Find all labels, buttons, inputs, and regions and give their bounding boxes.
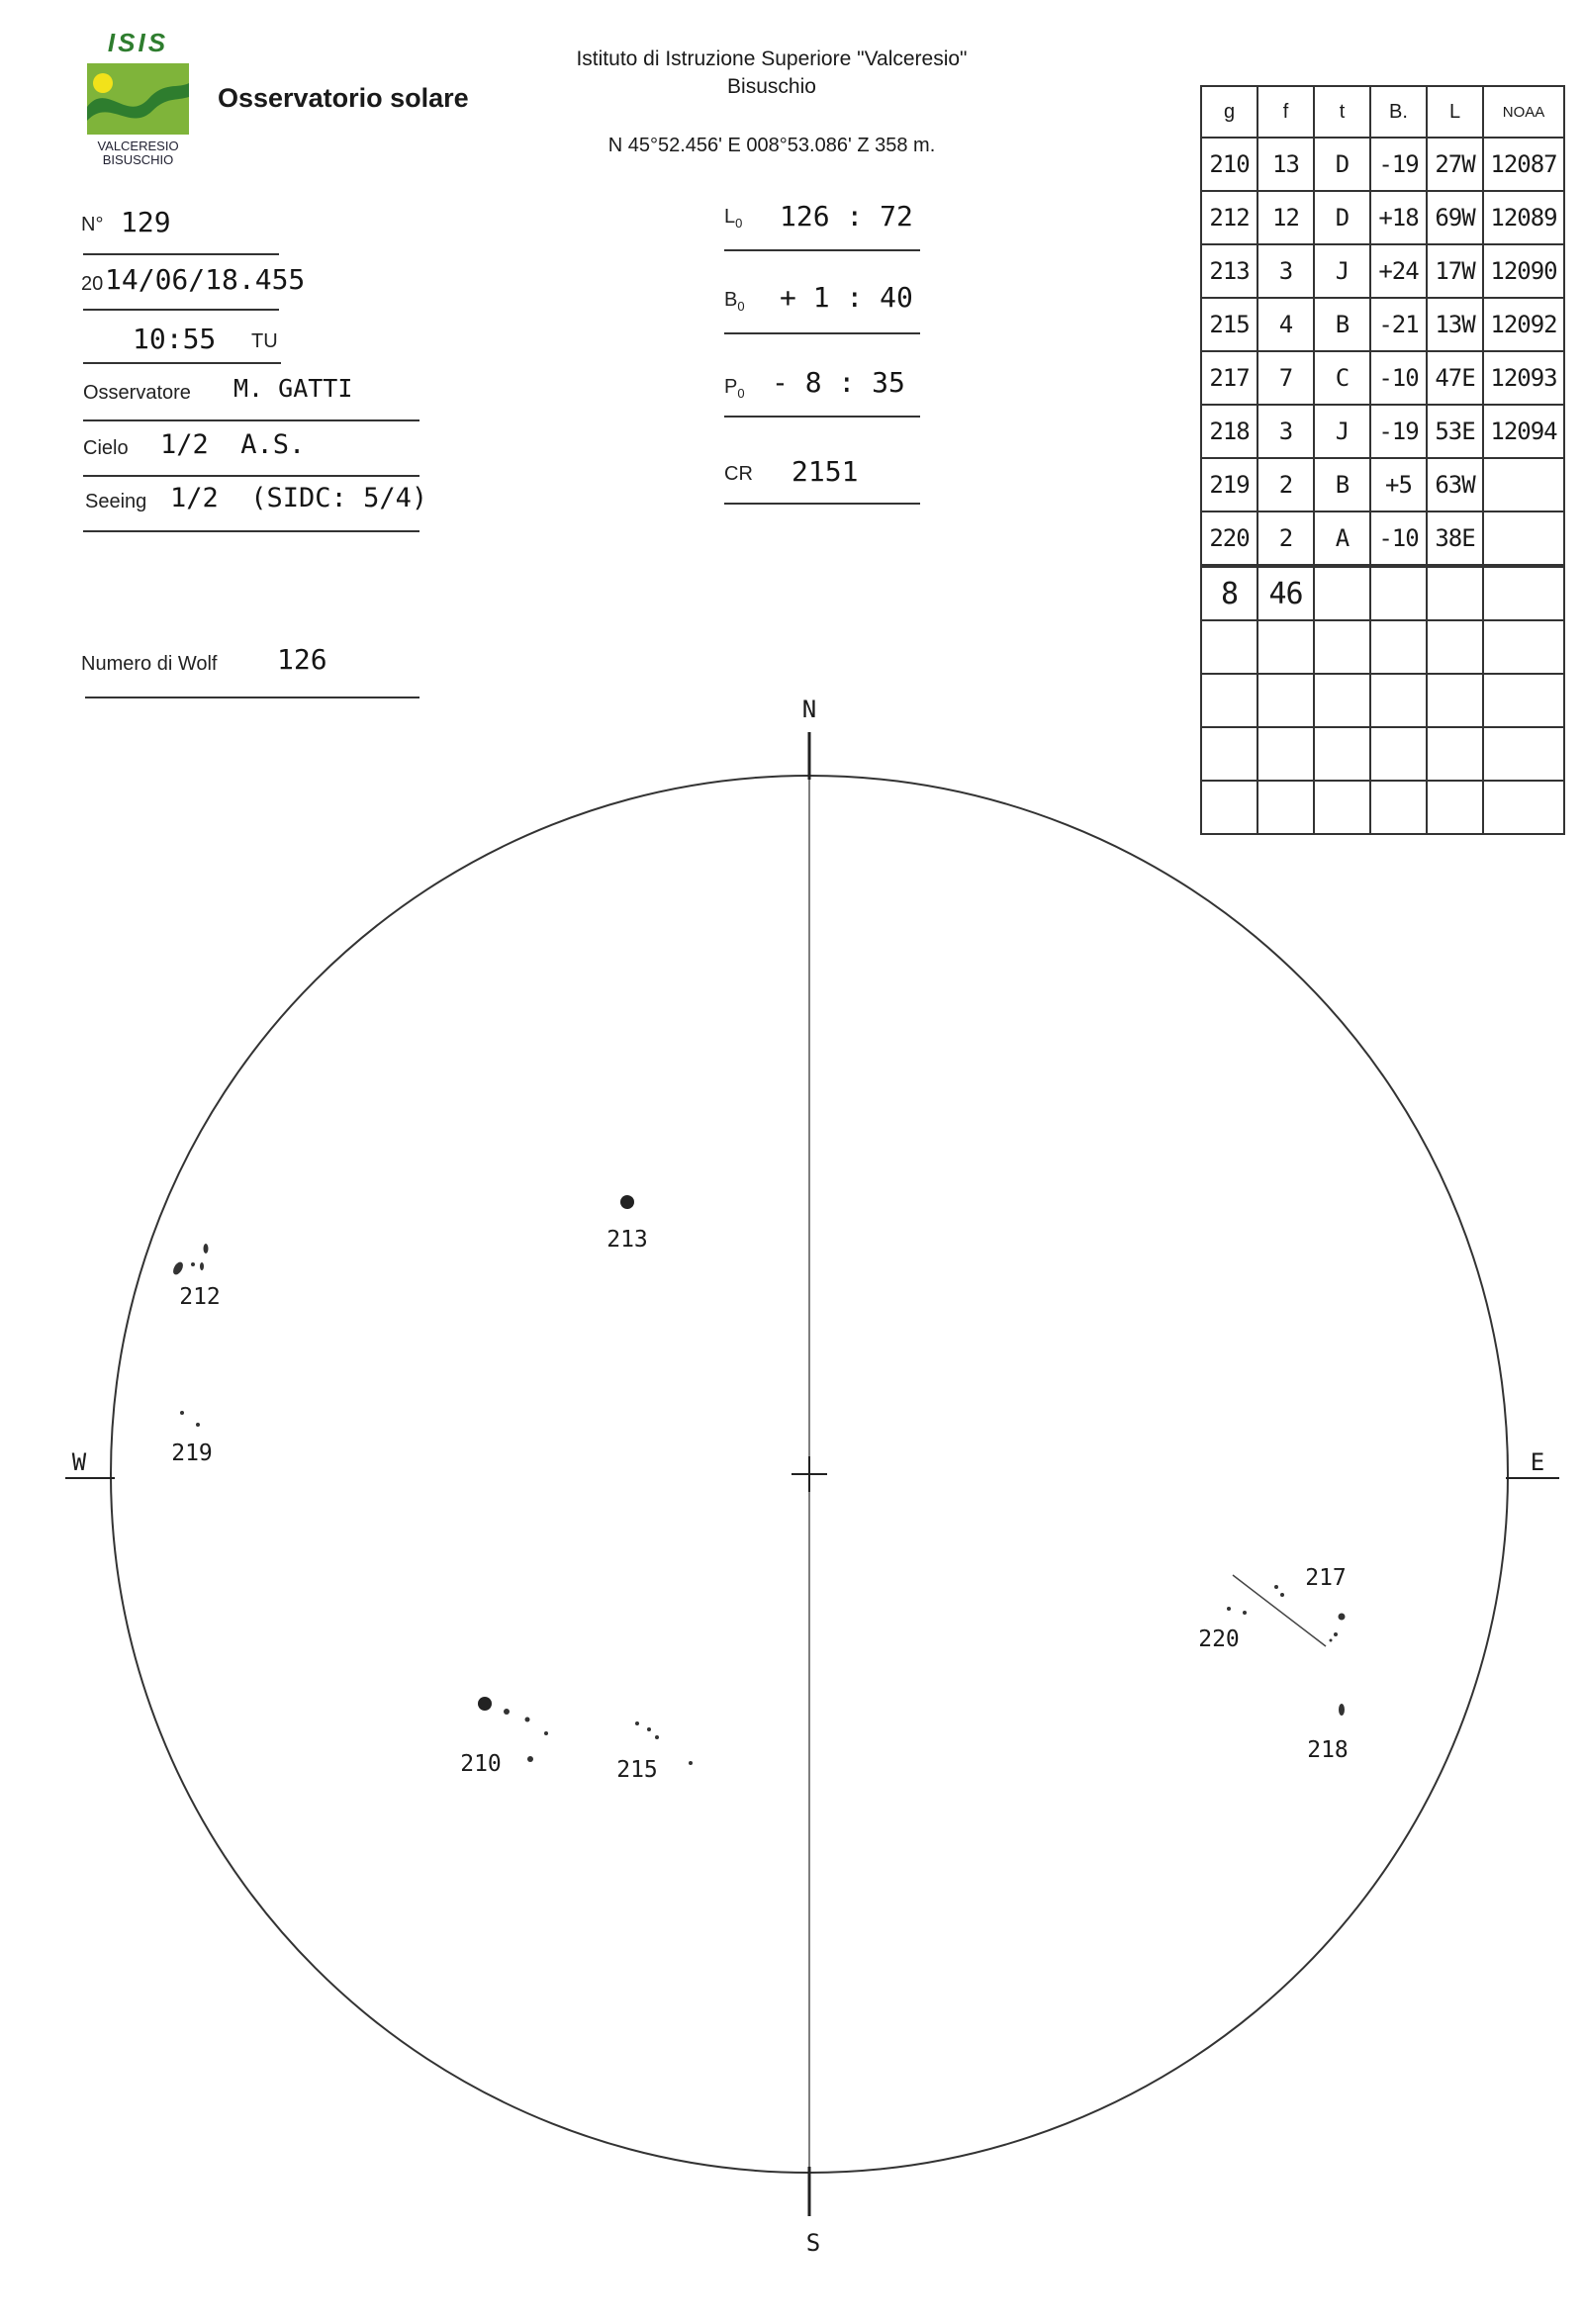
sunspot-212 (200, 1262, 204, 1270)
wolf-number-value: 126 (277, 643, 327, 676)
sunspot-215 (647, 1727, 651, 1731)
column-header: t (1314, 86, 1370, 138)
sky-value: 1/2 A.S. (160, 429, 306, 460)
table-cell: J (1314, 405, 1370, 458)
table-cell: 219 (1201, 458, 1257, 511)
observatory-coordinates: N 45°52.456' E 008°53.086' Z 358 m. (607, 135, 936, 156)
logo-caption-2: BISUSCHIO (102, 152, 174, 167)
table-cell: -21 (1370, 298, 1427, 351)
sunspot-210 (525, 1718, 530, 1722)
table-cell: +24 (1370, 244, 1427, 298)
table-cell: 215 (1201, 298, 1257, 351)
date-prefix: 20 (81, 273, 104, 295)
table-cell: 12087 (1483, 138, 1564, 191)
sunspot-217 (1330, 1639, 1333, 1642)
sky-label: Cielo (83, 437, 129, 459)
table-cell: 12092 (1483, 298, 1564, 351)
total-groups-cell: 8 (1201, 566, 1257, 620)
north-label: N (801, 696, 817, 723)
group-label-220: 220 (1198, 1627, 1240, 1652)
number-value: 129 (121, 206, 171, 238)
table-cell: 2 (1257, 511, 1314, 566)
seeing-value: 1/2 (SIDC: 5/4) (170, 483, 428, 513)
time-value: 10:55 (133, 323, 217, 355)
sunspot-215 (635, 1721, 639, 1725)
sunspot-217 (1274, 1585, 1278, 1589)
date-value: 14/06/18.455 (105, 263, 306, 296)
table-cell: B (1314, 458, 1370, 511)
sunspot-212 (204, 1244, 209, 1254)
number-label: N° (81, 214, 104, 235)
table-cell: 27W (1427, 138, 1483, 191)
table-cell: 12089 (1483, 191, 1564, 244)
observatory-title: Osservatorio solare (218, 83, 469, 113)
b0-label: $B_0$ (724, 289, 745, 314)
table-cell: 212 (1201, 191, 1257, 244)
table-cell: 3 (1257, 244, 1314, 298)
wolf-number-label: Numero di Wolf (81, 653, 218, 675)
table-cell: -10 (1370, 511, 1427, 566)
sunspot-220 (1243, 1611, 1247, 1615)
west-label: W (71, 1448, 87, 1476)
south-label: S (805, 2229, 821, 2257)
table-cell: 12 (1257, 191, 1314, 244)
table-cell: B (1314, 298, 1370, 351)
table-cell: D (1314, 138, 1370, 191)
sunspot-212 (171, 1260, 185, 1276)
table-cell: 218 (1201, 405, 1257, 458)
table-cell: 47E (1427, 351, 1483, 405)
seeing-label: Seeing (85, 491, 147, 512)
column-header: L (1427, 86, 1483, 138)
table-cell: 4 (1257, 298, 1314, 351)
sunspot-219 (196, 1423, 200, 1427)
sunspot-210 (478, 1697, 492, 1711)
table-cell: 12090 (1483, 244, 1564, 298)
sunspot-215 (655, 1735, 659, 1739)
p0-label: $P_0$ (724, 376, 745, 401)
institute-name: Istituto di Istruzione Superiore "Valceresio" (576, 47, 968, 70)
table-cell: 17W (1427, 244, 1483, 298)
group-label-217: 217 (1305, 1565, 1347, 1591)
table-cell: 217 (1201, 351, 1257, 405)
table-cell: D (1314, 191, 1370, 244)
group-label-215: 215 (616, 1757, 658, 1783)
table-cell: 69W (1427, 191, 1483, 244)
cr-value: 2151 (792, 455, 859, 488)
p0-value: - 8 : 35 (772, 366, 905, 399)
sunspot-219 (180, 1411, 184, 1415)
total-spots-cell: 46 (1257, 566, 1314, 620)
institute-place: Bisuschio (727, 75, 816, 98)
sunspot-218 (1339, 1704, 1345, 1716)
time-unit: TU (251, 330, 278, 352)
sunspot-217 (1334, 1632, 1338, 1636)
table-cell: 3 (1257, 405, 1314, 458)
group-label-212: 212 (179, 1284, 221, 1310)
observer-label: Osservatore (83, 382, 191, 404)
table-cell: 213 (1201, 244, 1257, 298)
table-cell: 38E (1427, 511, 1483, 566)
sunspot-212 (191, 1262, 195, 1266)
table-cell: 12093 (1483, 351, 1564, 405)
group-label-219: 219 (171, 1441, 213, 1466)
table-cell: 7 (1257, 351, 1314, 405)
table-cell: -19 (1370, 405, 1427, 458)
l0-value: 126 : 72 (780, 200, 913, 232)
sunspot-215 (689, 1761, 693, 1765)
column-header: f (1257, 86, 1314, 138)
table-cell: C (1314, 351, 1370, 405)
east-label: E (1530, 1448, 1545, 1476)
table-cell: -10 (1370, 351, 1427, 405)
sunspot-220 (1227, 1607, 1231, 1611)
table-cell: +5 (1370, 458, 1427, 511)
cr-label: CR (724, 463, 753, 485)
l0-label: $L_0$ (724, 206, 743, 231)
b0-value: + 1 : 40 (780, 281, 913, 314)
column-header: B. (1370, 86, 1427, 138)
table-cell: 63W (1427, 458, 1483, 511)
table-cell: 13 (1257, 138, 1314, 191)
sunspot-210 (504, 1709, 510, 1715)
table-cell: -19 (1370, 138, 1427, 191)
table-cell: 13W (1427, 298, 1483, 351)
column-header: g (1201, 86, 1257, 138)
group-label-213: 213 (606, 1227, 648, 1253)
table-cell: +18 (1370, 191, 1427, 244)
table-cell: 220 (1201, 511, 1257, 566)
observer-value: M. GATTI (233, 374, 353, 403)
sunspot-210 (544, 1731, 548, 1735)
sunspot-217 (1339, 1614, 1346, 1621)
table-cell: 12094 (1483, 405, 1564, 458)
group-label-210: 210 (460, 1751, 502, 1777)
logo-caption-1: VALCERESIO (97, 139, 179, 153)
column-header: NOAA (1483, 86, 1564, 138)
group-label-218: 218 (1307, 1737, 1349, 1763)
sunspot-217 (1280, 1593, 1284, 1597)
sunspot-210 (527, 1756, 533, 1762)
sunspot-213 (620, 1195, 634, 1209)
table-cell: 2 (1257, 458, 1314, 511)
table-cell: J (1314, 244, 1370, 298)
logo-wordmark: ISIS (107, 28, 169, 57)
table-cell: 53E (1427, 405, 1483, 458)
table-cell: 210 (1201, 138, 1257, 191)
table-cell: A (1314, 511, 1370, 566)
